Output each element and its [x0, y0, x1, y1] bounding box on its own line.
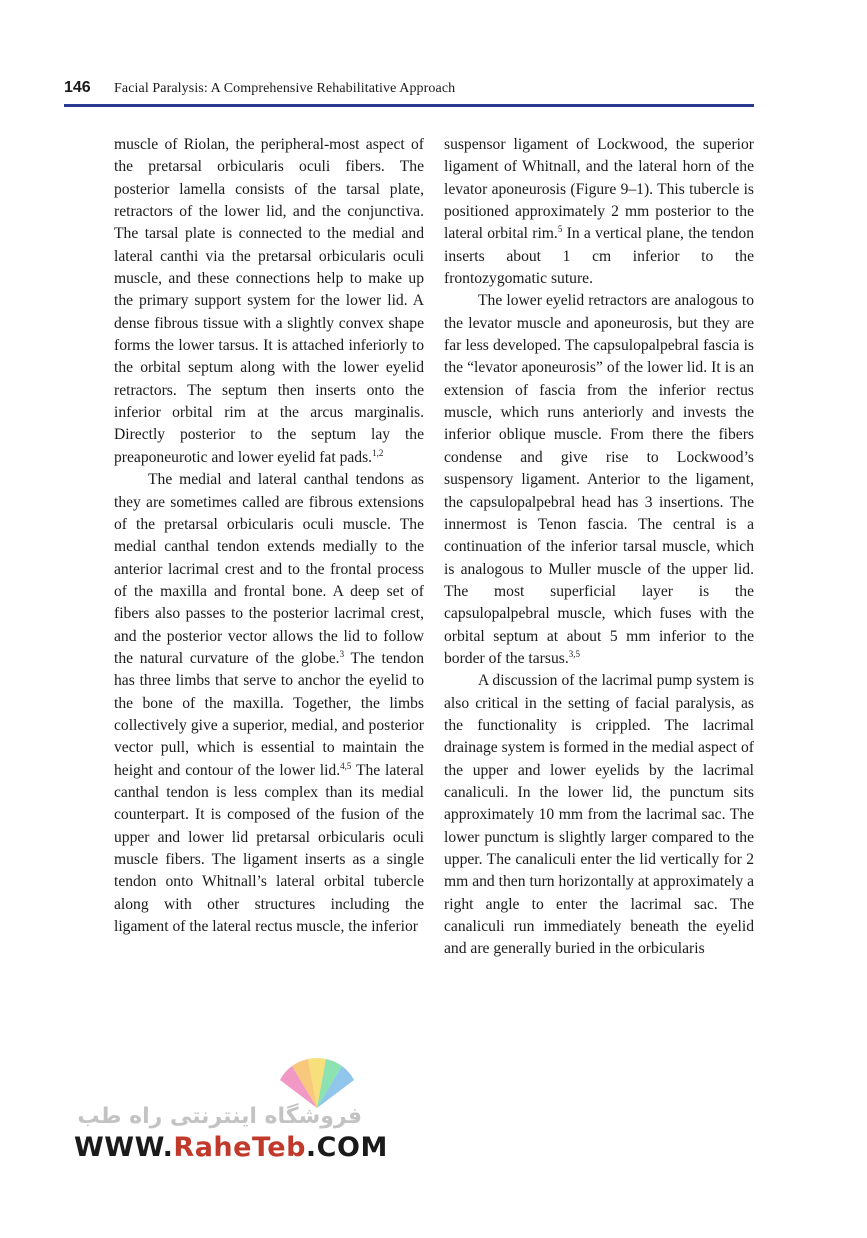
page-header	[64, 79, 754, 103]
url-prefix: WWW.	[74, 1132, 174, 1163]
paragraph-text: muscle of Riolan, the peripheral-most aspect of the pretarsal orbicularis oculi fibers. The posterior lamella consists of the tarsal plate, retractors of the lower lid, and the conjunctiva. The tarsal plate is connected to the medial and lateral canthi via the pretarsal orbicularis oculi muscle, and these connections help to make up the primary support system for the lower lid. A dense fibrous tissue with a slightly convex shape forms the lower tarsus. It is attached inferiorly to the orbital septum along with the lower eyelid retractors. The septum then inserts onto the inferior orbital rim at the arcus marginalis. Directly posterior to the septum lay the preaponeurotic and lower eyelid fat pads.	[114, 136, 424, 466]
paragraph-text: In a vertical plane, the tendon inserts about 1 cm inferior to the frontozygomatic suture.	[444, 225, 754, 288]
citation-ref: 3	[339, 648, 345, 659]
url-brand: RaheTeb	[173, 1132, 306, 1163]
paragraph-lockwood	[444, 134, 754, 290]
citation-ref: 3,5	[568, 648, 580, 659]
citation-ref: 5	[557, 224, 563, 235]
citation-ref: 4,5	[340, 760, 352, 771]
header-rule	[64, 104, 754, 107]
paragraph-text: A discussion of the lacrimal pump system is also critical in the setting of facial paralysis, as the functionality is crippled. The lacrimal drainage system is formed in the medial aspect of the upper and lower eyelids by the lacrimal canaliculi. In the lower lid, the punctum sits approximately 10 mm from the lacrimal sac. The lower punctum is slightly larger compared to the upper. The canaliculi enter the lid vertically for 2 mm and then turn horizontally at approximately a right angle to enter the lacrimal sac. The canaliculi run immediately beneath the eyelid and are generally buried in the orbicularis	[444, 672, 754, 958]
running-title: Facial Paralysis: A Comprehensive Rehabilitative Approach	[114, 81, 456, 96]
paragraph-lacrimal-pump	[444, 670, 754, 960]
page-number: 146	[64, 79, 91, 96]
watermark-persian: فروشگاه اینترنتی راه طب	[77, 1104, 362, 1129]
paragraph-canthal-tendons	[114, 469, 424, 938]
paragraph-lower-retractors	[444, 290, 754, 670]
paragraph-text: The lower eyelid retractors are analogous to the levator muscle and aponeurosis, but they are far less developed. The capsulopalpebral fascia is the “levator aponeurosis” of the lower lid. It is an extension of fascia from the inferior rectus muscle, which runs anteriorly and invests the inferior oblique muscle. From there the fibers condense and give rise to Lockwood’s suspensory ligament. Anterior to the ligament, the capsulopalpebral head has 3 insertions. The innermost is Tenon fascia. The central is a continuation of the inferior tarsal muscle, which is analogous to Muller muscle of the upper lid. The most superficial layer is the capsulopalpebral muscle, which fuses with the orbital septum at about 5 mm inferior to the border of the tarsus.	[444, 292, 754, 667]
paragraph-eyelid-lamella	[114, 134, 424, 469]
paragraph-text: The tendon has three limbs that serve to anchor the eyelid to the bone of the maxilla. Together, the limbs collectively give a superior, medial, and posterior vector pull, which is essential to maintain the height and contour of the lower lid.	[114, 649, 424, 779]
book-fan-icon	[272, 1050, 362, 1112]
right-column	[444, 134, 754, 961]
paragraph-text: suspensor ligament of Lockwood, the superior ligament of Whitnall, and the lateral horn of the levator aponeurosis (Figure 9–1). This tubercle is positioned approximately 2 mm posterior to the lateral orbital rim.	[444, 136, 754, 243]
paragraph-text: The medial and lateral canthal tendons as they are sometimes called are fibrous extensions of the pretarsal orbicularis oculi muscle. The medial canthal tendon extends medially to the anterior lacrimal crest and to the frontal process of the maxilla and frontal bone. A deep set of fibers also passes to the posterior lacrimal crest, and the posterior vector allows the lid to follow the natural curvature of the globe.	[114, 471, 424, 667]
paragraph-text: The lateral canthal tendon is less complex than its medial counterpart. It is composed of the fusion of the upper and lower lid pretarsal orbicularis oculi muscle fibers. The ligament inserts as a single tendon onto Whitnall’s lateral orbital tubercle along with other structures including the ligament of the lateral rectus muscle, the inferior	[114, 761, 425, 936]
left-column	[114, 134, 424, 938]
url-suffix: .COM	[305, 1132, 388, 1163]
citation-ref: 1,2	[372, 447, 384, 458]
watermark-url	[74, 1132, 388, 1163]
